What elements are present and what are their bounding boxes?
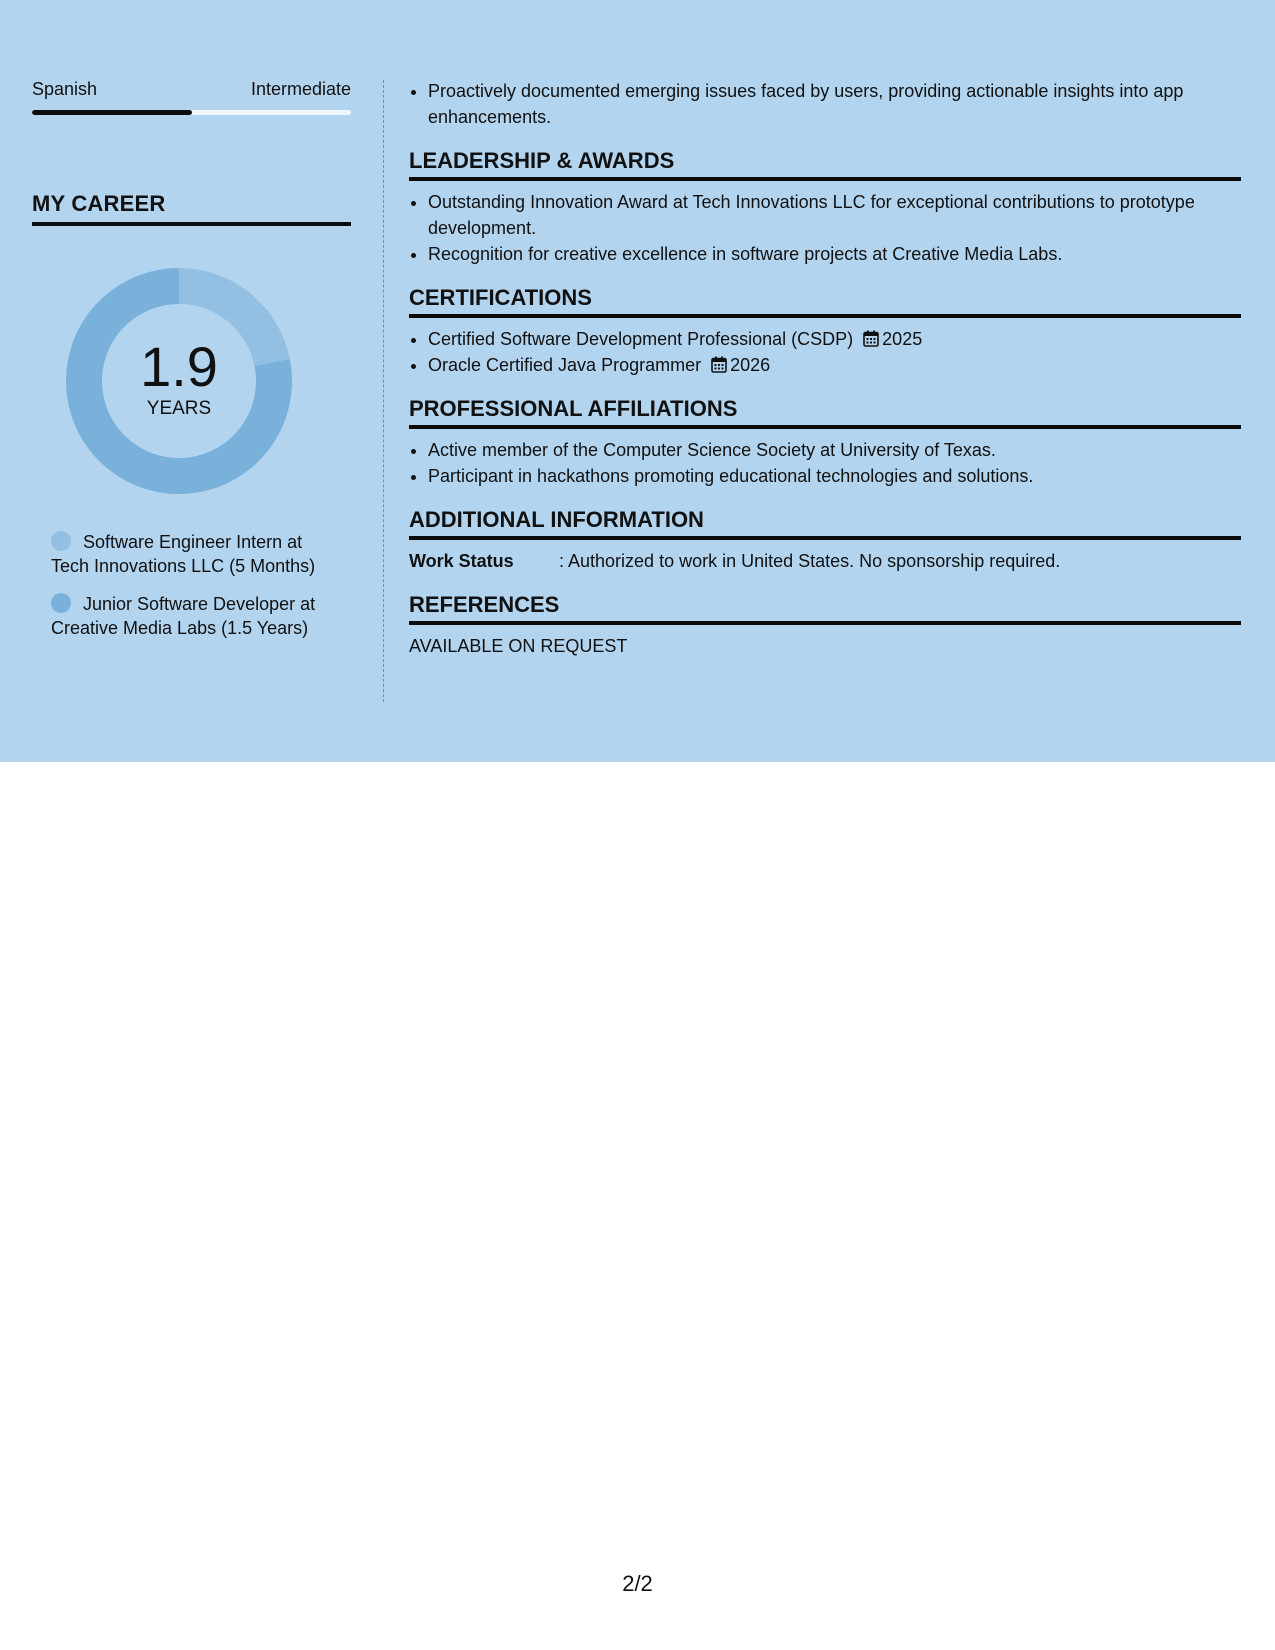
certifications-title: CERTIFICATIONS (409, 285, 1241, 318)
donut-center (66, 268, 292, 494)
certification-date (711, 355, 770, 375)
work-status-label: Work Status (409, 551, 514, 571)
certification-name: Oracle Certified Java Programmer (428, 355, 702, 375)
calendar-icon (863, 330, 879, 347)
column-divider (383, 80, 384, 702)
career-legend-item (51, 592, 341, 640)
additional-info-title: ADDITIONAL INFORMATION (409, 507, 1241, 540)
leadership-title: LEADERSHIP & AWARDS (409, 148, 1241, 181)
certification-year: 2026 (730, 355, 771, 375)
references-text: AVAILABLE ON REQUEST (409, 636, 628, 656)
work-status-value: : Authorized to work in United States. No sponsorship required. (559, 551, 1061, 571)
career-total-value: 1.9 (140, 335, 218, 398)
language-proficiency-bar (32, 110, 351, 115)
certification-name: Certified Software Development Professional (CSDP) (428, 329, 854, 349)
certification-item (428, 326, 1241, 352)
career-heading: MY CAREER (32, 191, 351, 226)
main-column (409, 78, 1241, 659)
sidebar (32, 78, 351, 654)
certification-item (428, 352, 1241, 378)
leadership-list (409, 189, 1241, 267)
bullet-item: • Outstanding Innovation Award at Tech Innovations LLC for exceptional contributions to prototype development. (428, 189, 1241, 241)
career-total-unit: YEARS (146, 398, 212, 419)
calendar-icon (711, 356, 727, 373)
language-name: Spanish (32, 79, 98, 99)
bullet-item: • Proactively documented emerging issues faced by users, providing actionable insights into app enhancements. (428, 78, 1241, 130)
certifications-list (409, 326, 1241, 378)
language-row (32, 78, 351, 100)
career-legend-label: Software Engineer Intern at Tech Innovations LLC (5 Months) (51, 532, 316, 576)
affiliations-title: PROFESSIONAL AFFILIATIONS (409, 396, 1241, 429)
work-status-row (409, 548, 1241, 574)
legend-dot-icon (51, 593, 71, 613)
affiliations-list (409, 437, 1241, 489)
bullet-item: • Active member of the Computer Science Society at University of Texas. (428, 437, 1241, 463)
experience-continued-list (409, 78, 1241, 130)
career-donut-chart (66, 268, 292, 494)
certification-date (863, 329, 922, 349)
career-legend (51, 530, 341, 640)
career-legend-label: Junior Software Developer at Creative Media Labs (1.5 Years) (51, 594, 316, 638)
bullet-item: • Participant in hackathons promoting educational technologies and solutions. (428, 463, 1241, 489)
language-proficiency-fill (32, 110, 192, 115)
career-legend-item (51, 530, 341, 578)
bullet-item: • Recognition for creative excellence in software projects at Creative Media Labs. (428, 241, 1241, 267)
references-title: REFERENCES (409, 592, 1241, 625)
language-level: Intermediate (250, 79, 351, 99)
certification-year: 2025 (882, 329, 923, 349)
legend-dot-icon (51, 531, 71, 551)
page-number: 2/2 (622, 1571, 653, 1596)
